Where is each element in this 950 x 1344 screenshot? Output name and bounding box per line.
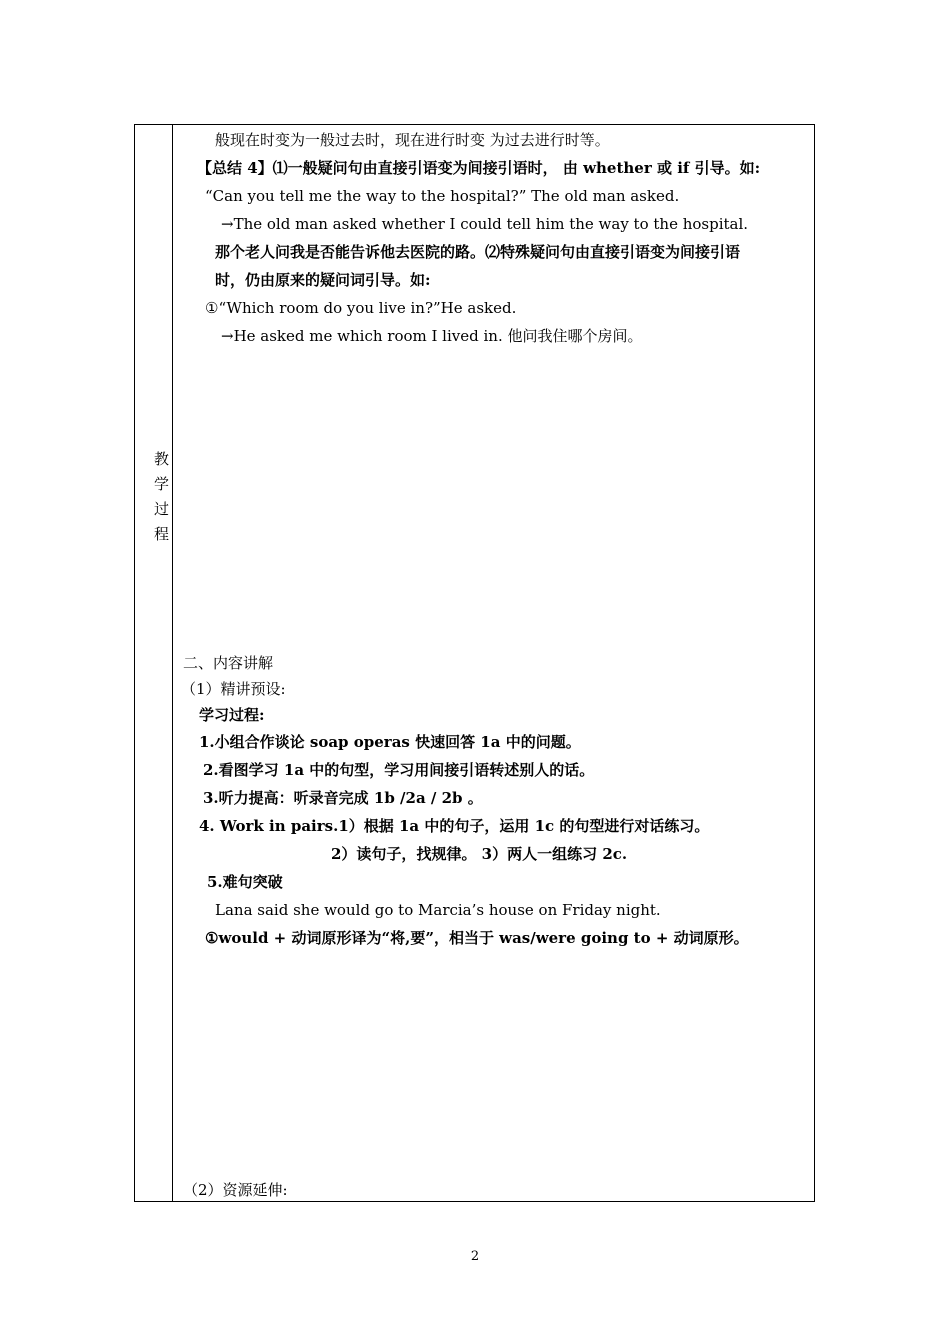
content-column [173,125,814,1201]
step-1: 1.小组合作谈论 soap operas 快速回答 1a 中的问题。 [199,733,581,751]
teaching-process-label: 教学过程 [152,451,170,551]
label-column [135,125,173,1201]
step-3: 3.听力提高：听录音完成 1b /2a / 2b 。 [203,789,483,807]
difficult-sentence: Lana said she would go to Marcia’s house on Friday night. [215,901,661,919]
example-2-question: ①“Which room do you live in?”He asked. [205,299,517,317]
special-question-rule: 时，仍由原来的疑问词引导。如: [215,271,431,289]
example-question: “Can you tell me the way to the hospital?” The old man asked. [205,187,680,205]
step-5: 5.难句突破 [207,873,283,891]
summary-4-heading: 【总结 4】⑴一般疑问句由直接引语变为间接引语时， 由 whether 或 if 引导。如: [197,159,761,177]
step-4: 4. Work in pairs.1）根据 1a 中的句子，运用 1c 的句型进行对话练习。 [199,817,710,835]
step-4-continued: 2）读句子，找规律。 3）两人一组练习 2c. [331,845,628,863]
subsection-2: （2）资源延伸: [183,1181,288,1199]
subsection-1: （1）精讲预设: [181,680,286,698]
lesson-table [134,124,815,1202]
example-2-indirect: →He asked me which room I lived in. 他问我住哪个房间。 [221,327,643,345]
example-translation-line: 那个老人问我是否能告诉他去医院的路。⑵特殊疑问句由直接引语变为间接引语 [215,243,741,261]
section-heading-content: 二、内容讲解 [183,654,274,672]
page-number: 2 [470,1249,480,1264]
example-indirect: →The old man asked whether I could tell him the way to the hospital. [221,215,749,233]
learning-process-title: 学习过程: [199,706,265,724]
summary-line-1: 般现在时变为一般过去时，现在进行时变 为过去进行时等。 [215,131,610,149]
step-2: 2.看图学习 1a 中的句型，学习用间接引语转述别人的话。 [203,761,595,779]
would-usage-note: ①would + 动词原形译为“将,要”，相当于 was/were going to + 动词原形。 [205,929,749,947]
